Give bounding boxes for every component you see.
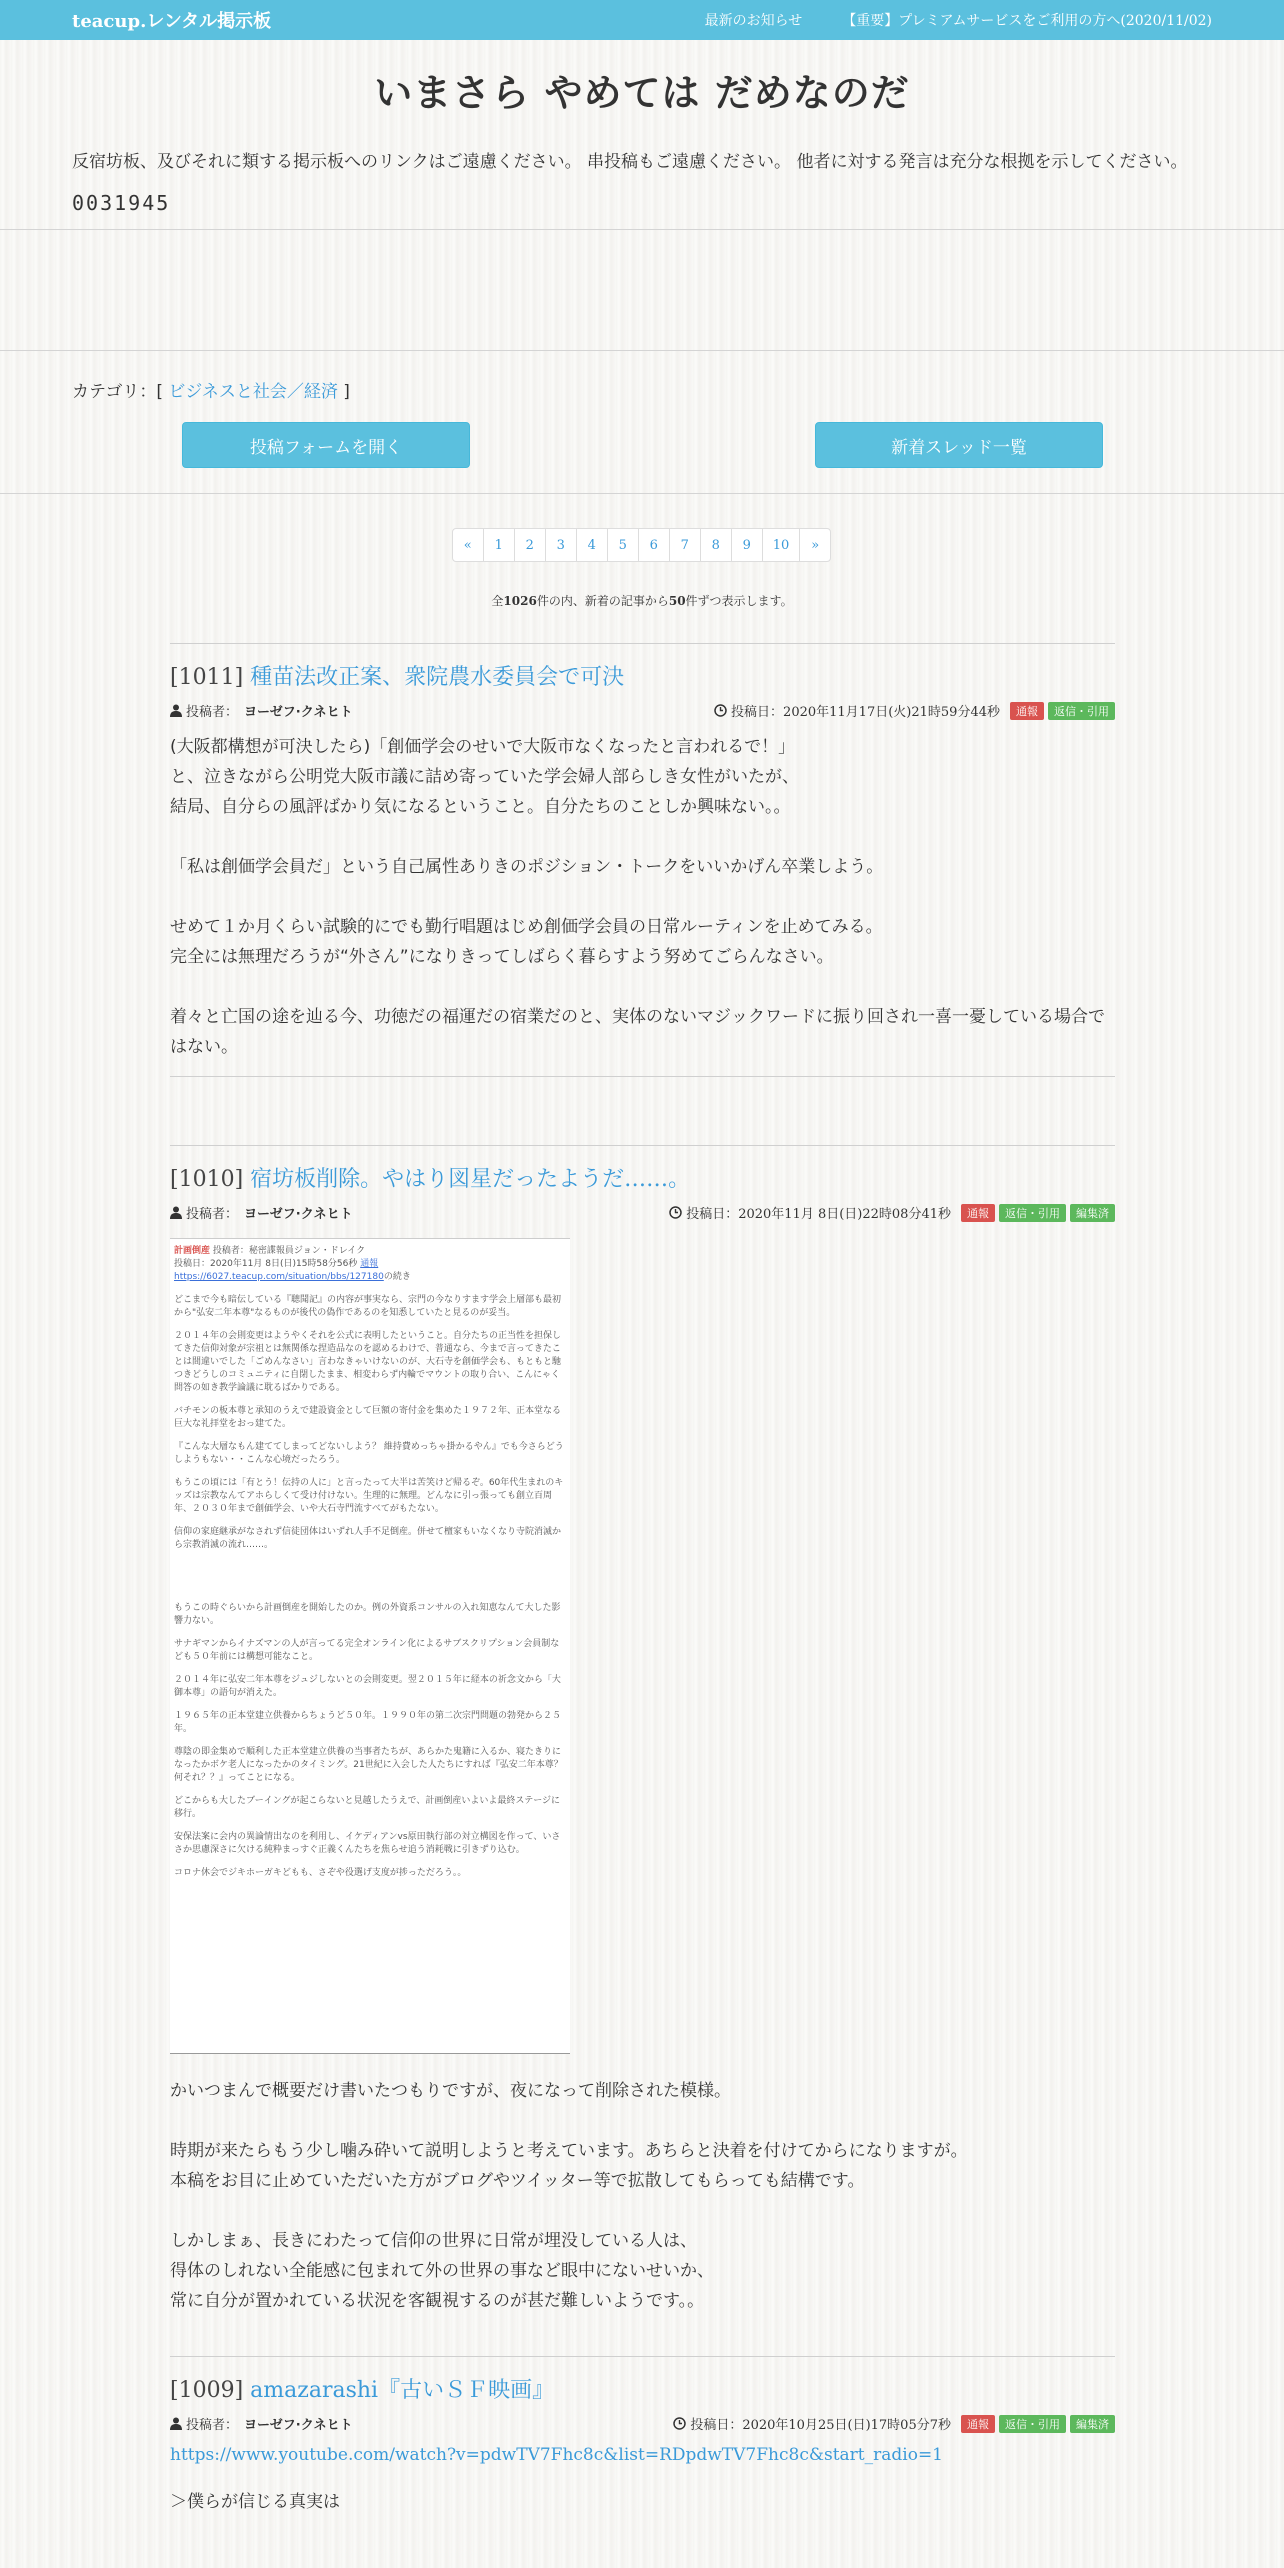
image-paragraph: 安保法案に会内の異論情出なのを利用し、イケディアンvs原田執行部の対立構図を作って、いささか思慮深さに欠ける純粋まっすぐ正義くんたちを焦らせ追う消耗戦に引きずり込む。 (174, 1832, 561, 1855)
post-header (170, 643, 1115, 720)
post-meta-right (673, 2414, 1115, 2433)
page-10[interactable]: 10 (762, 528, 801, 562)
youtube-link[interactable]: https://www.youtube.com/watch?v=pdwTV7Fhc8c&list=RDpdwTV7Fhc8c&start_radio=1 (170, 2445, 944, 2465)
post-date: 投稿日：2020年11月17日(火)21時59分44秒 (731, 705, 1000, 720)
post-header (170, 2356, 1115, 2433)
nav-latest-news[interactable]: 最新のお知らせ (704, 13, 803, 29)
image-paragraph: どこからも大したブーイングが起こらないと見越したうえで、計画倒産いよいよ最終ステージに移行。 (174, 1796, 561, 1819)
category-line (72, 377, 1212, 402)
action-buttons (0, 422, 1284, 468)
body-line: 結局、自分らの風評ばかり気になるということ。自分たちのことしか興味ない。。 (170, 797, 791, 817)
page-8[interactable]: 8 (700, 528, 732, 562)
image-paragraph: どこまで今も暗伝している『聴聞記』の内容が事実なら、宗門の今なりすます学会上層部も最初から"弘安二年本尊"なるものが後代の偽作であるのを知悉していたと見るのが妥当。 (174, 1295, 562, 1318)
page-4[interactable]: 4 (576, 528, 608, 562)
body-line: 「私は創価学会員だ」という自己属性ありきのポジション・トークをいいかげん卒業しよう。 (170, 857, 884, 877)
author-label: 投稿者： (186, 2418, 239, 2433)
page-6[interactable]: 6 (638, 528, 670, 562)
clock-icon (714, 704, 727, 717)
divider (0, 350, 1284, 351)
body-line: と、泣きながら公明党大阪市議に詰め寄っていた学会婦人部らしき女性がいたが、 (170, 767, 799, 787)
report-badge[interactable]: 通報 (1010, 702, 1044, 720)
image-paragraph: バチモンの板本尊と承知のうえで建設資金として巨額の寄付金を集めた１９７２年、正本堂なる巨大な礼拝堂をおっ建てた。 (174, 1406, 562, 1429)
author-label: 投稿者： (186, 705, 239, 720)
post-body (170, 732, 1115, 1062)
pagination-info (0, 592, 1284, 609)
pagination (0, 528, 1284, 562)
body-line: 本稿をお目に止めていただいた方がブログやツイッター等で拡散してもらっても結構です。 (170, 2171, 865, 2191)
image-paragraph: ２０１４年に弘安二年本尊をジュジしないとの会則変更。翌２０１５年に経本の祈念文から「大御本尊」の語句が消えた。 (174, 1675, 561, 1698)
page-3[interactable]: 3 (545, 528, 577, 562)
post-meta (170, 2414, 1115, 2433)
attached-screenshot-image[interactable] (170, 1238, 570, 2054)
author-name: ヨーゼフ·クネヒト (244, 1207, 353, 1222)
site-brand[interactable]: teacup.レンタル掲示板 (72, 11, 272, 32)
body-line: かいつまんで概要だけ書いたつもりですが、夜になって削除された模様。 (170, 2081, 731, 2101)
pager-info-middle: 件の内、新着の記事から (536, 594, 669, 608)
page-next[interactable]: » (799, 528, 831, 562)
body-line: せめて１か月くらい試験的にでも勤行唱題はじめ創価学会員の日常ルーティンを止めてみる。 (170, 917, 883, 937)
body-line (170, 2196, 1115, 2226)
image-paragraph: もうこの頃には「有とう！伝持の人に」と言ったって大半は苦笑けど帰るぞ。60年代生まれのキッズは宗教なんてアホらしくて受け付けない。生理的に無理。どんなに引っ張っても創立百周年、２０３０年まで創価学会、いや大石寺門流すべてがもたない。 (174, 1478, 564, 1514)
image-header (174, 1245, 566, 1258)
reply-quote-badge[interactable]: 返信・引用 (1048, 702, 1115, 720)
top-navbar (0, 0, 1284, 40)
ad-space (0, 230, 1284, 350)
nav-premium-notice[interactable]: 【重要】プレミアムサービスをご利用の方へ(2020/11/02) (842, 13, 1212, 29)
board-title: いまさら やめては だめなのだ (374, 71, 910, 115)
post-body (170, 2076, 1115, 2316)
reply-quote-badge[interactable]: 返信・引用 (999, 1204, 1066, 1222)
page-prev[interactable]: « (452, 528, 484, 562)
body-line (170, 972, 1115, 1002)
body-line: ＞僕らが信じる真実は (170, 2492, 340, 2512)
user-icon (170, 704, 182, 717)
image-head-report: 通報 (360, 1259, 379, 1269)
image-head-author: 投稿者：秘密諜報員ジョン・ドレイク (212, 1246, 366, 1256)
image-paragraph: 『こんな大層なもん建ててしまってどないしよう？ 維持費めっちゃ掛かるやん』でも今さらどうしようもない・・こんな心境だったろう。 (174, 1442, 564, 1465)
access-counter: 0031945 (72, 191, 171, 215)
post-meta-right (714, 701, 1115, 720)
post-number: [1010] (170, 1167, 244, 1192)
body-line: 完全には無理だろうが“外さん”になりきってしばらく暮らすよう努めてごらんなさい。 (170, 947, 834, 967)
pager-per-page: 50 (668, 594, 686, 608)
clock-icon (669, 1206, 682, 1219)
post-title-link[interactable]: amazarashi『古いＳＦ映画』 (250, 2378, 555, 2403)
page-1[interactable]: 1 (483, 528, 515, 562)
image-gap (174, 1552, 566, 1592)
post-title-line (170, 2373, 1115, 2404)
post-date: 投稿日：2020年10月25日(日)17時05分7秒 (690, 2418, 951, 2433)
category-link[interactable]: ビジネスと社会／経済 (168, 382, 338, 402)
image-paragraph: 尊陰の即金集めで順利した正本堂建立供養の当事者たちが、あらかた鬼籍に入るか、寝たきりになったかボケ老人になったかのタイミング。21世紀に入会した人たちにすれば『弘安二年本尊？何それ？？』ってことになる。 (174, 1747, 563, 1783)
body-line: 常に自分が置かれている状況を客観視するのが甚だ難しいようです。。 (170, 2291, 705, 2311)
pager-info-prefix: 全 (491, 594, 504, 608)
post-title-link[interactable]: 種苗法改正案、衆院農水委員会で可決 (250, 665, 625, 690)
page-9[interactable]: 9 (731, 528, 763, 562)
author-label: 投稿者： (186, 1207, 239, 1222)
author-name: ヨーゼフ·クネヒト (244, 2418, 353, 2433)
image-head-date: 投稿日：2020年11月 8日(日)15時58分56秒 (174, 1259, 358, 1269)
post-meta-right (669, 1203, 1115, 1222)
page-7[interactable]: 7 (669, 528, 701, 562)
image-head-link: https://6027.teacup.com/situation/bbs/127180 (174, 1272, 384, 1282)
post-meta (170, 701, 1115, 720)
post-1010 (170, 1145, 1115, 2316)
edited-badge: 編集済 (1070, 1204, 1115, 1222)
image-head-link-line (174, 1271, 566, 1284)
edited-badge: 編集済 (1070, 2415, 1115, 2433)
image-paragraph: 信仰の家庭継承がなされず信徒団体はいずれ人手不足倒産。併せて檀家もいなくなり寺院消滅から宗教消滅の流れ……。 (174, 1527, 562, 1550)
post-date: 投稿日：2020年11月 8日(日)22時08分41秒 (686, 1207, 951, 1222)
page-5[interactable]: 5 (607, 528, 639, 562)
report-badge[interactable]: 通報 (961, 2415, 995, 2433)
image-paragraph: サナギマンからイナズマンの人が言ってる完全オンライン化によるサブスクリプション会員制なども５０年前には構想可能なこと。 (174, 1639, 560, 1662)
image-paragraph: もうこの時ぐらいから計画倒産を開始したのか。例の外資系コンサルの入れ知恵なんて大した影響力ない。 (174, 1603, 561, 1626)
pager-info-suffix: 件ずつ表示します。 (685, 594, 793, 608)
reply-quote-badge[interactable]: 返信・引用 (999, 2415, 1066, 2433)
image-paragraph: ２０１４年の会則変更はようやくそれを公式に表明したということ。自分たちの正当性を担保してきた信仰対象が宗祖とは無関係な捏造品なのを認めるわけで、普通なら、今まで言ってきたことは間違いでした「ごめんなさい」言わなきゃいけないのが、大石寺を創価学会も、もともと馳つきどうしのコミュニティに自閉したまま、相変わらず内輪でマウントの取り合い、こんにゃく問答の如き教学論議に耽るばかりである。 (174, 1331, 562, 1393)
body-line (170, 822, 1115, 852)
post-body (170, 2487, 1115, 2517)
body-line: しかしまぁ、長きにわたって信仰の世界に日常が埋没している人は、 (170, 2231, 697, 2251)
body-line: 得体のしれない全能感に包まれて外の世界の事など眼中にないせいか、 (170, 2261, 714, 2281)
post-header (170, 1145, 1115, 1222)
post-1009 (170, 2356, 1115, 2517)
divider (0, 493, 1284, 494)
body-line (170, 882, 1115, 912)
open-post-form-button[interactable]: 投稿フォームを開く (182, 422, 470, 468)
new-threads-button[interactable]: 新着スレッド一覧 (815, 422, 1103, 468)
user-icon (170, 1206, 182, 1219)
post-1011 (170, 643, 1115, 1077)
body-line: 着々と亡国の途を辿る今、功徳だの福運だの宿業だのと、実体のないマジックワードに振り回され一喜一憂している場合ではない。 (170, 1007, 1105, 1057)
image-paragraph: １９６５年の正本堂建立供養からちょうど５０年。１９９０年の第二次宗門問題の勃発から２５年。 (174, 1711, 562, 1734)
category-prefix: カテゴリ：[ (72, 382, 163, 402)
clock-icon (673, 2417, 686, 2430)
body-line: 時期が来たらもう少し噛み砕いて説明しようと考えています。あちらと決着を付けてからになりますが。 (170, 2141, 968, 2161)
post-number: [1009] (170, 2378, 244, 2403)
report-badge[interactable]: 通報 (961, 1204, 995, 1222)
page-2[interactable]: 2 (514, 528, 546, 562)
post-title-line (170, 1162, 1115, 1193)
post-number: [1011] (170, 665, 244, 690)
image-head-date-line (174, 1258, 566, 1271)
board-notice: 反宿坊板、及びそれに類する掲示板へのリンクはご遠慮ください。 串投稿もご遠慮ください。 他者に対する発言は充分な根拠を示してください。 (72, 152, 1188, 172)
user-icon (170, 2417, 182, 2430)
post-meta (170, 1203, 1115, 1222)
body-line: (大阪都構想が可決したら)「創価学会のせいで大阪市なくなったと言われるで！」 (170, 737, 796, 757)
image-head-link-suffix: の続き (383, 1272, 411, 1282)
post-title-line (170, 660, 1115, 691)
post-title-link[interactable]: 宿坊板削除。やはり図星だったようだ……。 (250, 1167, 691, 1192)
pager-total: 1026 (503, 594, 537, 608)
youtube-link-line (170, 2445, 1115, 2465)
image-paragraph: コロナ休会でジキホーガキどもも、さぞや役選げ支度が捗っただろう。。 (174, 1868, 467, 1878)
top-nav (705, 10, 1212, 30)
image-head-category: 計画倒産 (174, 1246, 211, 1256)
category-suffix: ] (343, 382, 350, 402)
body-line (170, 2106, 1115, 2136)
author-name: ヨーゼフ·クネヒト (244, 705, 353, 720)
